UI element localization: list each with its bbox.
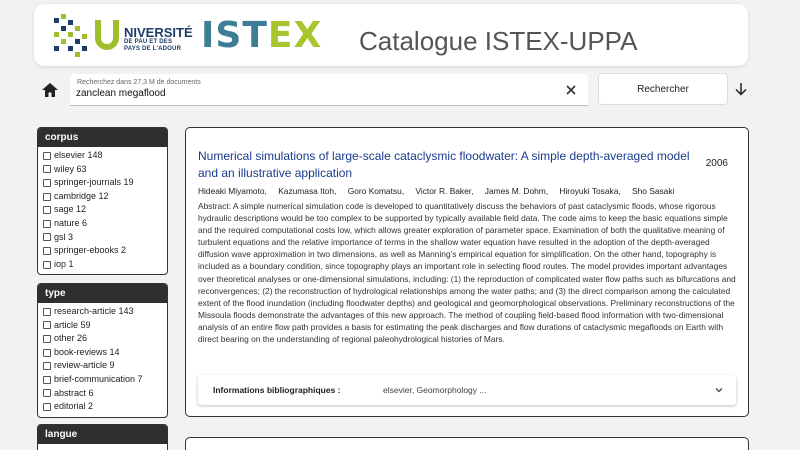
facet-item[interactable] [43,217,162,231]
facet-corpus [37,127,168,275]
facet-item-label: article 59 [54,319,91,330]
facet-item-label: nature 6 [54,217,88,228]
checkbox[interactable] [43,152,51,160]
facet-item-label: gsl 3 [54,231,74,242]
facet-item[interactable] [43,203,162,217]
facet-item-label: springer-ebooks 2 [54,245,127,256]
author-name: Sho Sasaki [632,186,675,196]
uppa-logo[interactable] [52,12,193,60]
facet-item-label: elsevier 148 [54,150,103,160]
facet-list [38,303,167,417]
logo-line-2: DE PAU ET DES [124,39,173,45]
facet-langue [37,424,168,450]
page-title: Catalogue ISTEX-UPPA [359,26,638,56]
biblio-label: Informations bibliographiques : [213,385,341,395]
result-abstract: Abstract: A simple numerical simulation code is developed to quantitatively discuss the behaviors of past cataclysmic floods, whose rigorous hydraulic descriptions would be too complex to be supported by typically available field data. The code aims to keep the basic equations simple and the required computational costs low, which allows greater exploration of parameter space. Examination of both the qualitative meaning of turbulent equations and the relative importance of terms in the shallow water equation have resulted in the adoption of the depth-averaged diffusion wave approximation in two dimensions, as well as Manning's empirical equation for simplification. On the other hand, topography is included as a boundary condition, since topography plays an important role in selecting flood routes. The model provides important advantages over theoretical analyses or one-dimensional simulations, including: (1) the reproduction of complicated water flow paths such as bifurcations and reconvergences; (2) the reconstruction of hydrological relationships among the water paths; and (3) the direct comparison among the calculated extent of the flood inundation (including floodwater depths) and geological and geomorphological observations. Preliminary reconstructions of the Missoula floods demonstrate the advantages of this new approach. The method of coupling field-based flood information with two-dimensional analysis of an entire flow path provides a basis for estimating the peak discharges and flow durations of cataclysmic megafloods on Earth with direct bearing on the understanding of regional paleohydrological histories of Mars. [198,201,736,345]
result-card [185,437,749,450]
chevron-down-icon[interactable] [714,385,724,395]
checkbox[interactable] [43,261,51,269]
facet-title: type [38,284,167,303]
author-name: Hiroyuki Tosaka, [559,186,621,196]
result-card [185,127,749,417]
author-name: Hideaki Miyamoto, [198,186,267,196]
istex-logo-part1: IST [201,15,268,56]
checkbox[interactable] [43,233,51,241]
checkbox[interactable] [43,220,51,228]
search-field[interactable] [70,74,588,106]
facet-item-label: review-article 9 [54,360,115,371]
checkbox[interactable] [43,389,51,397]
home-icon[interactable] [40,80,60,100]
logo-text [124,26,193,53]
logo-line-1: NIVERSITÉ [124,25,193,40]
facet-item[interactable] [43,176,162,190]
result-year: 2006 [705,158,728,169]
author-name: James M. Dohm, [484,186,549,196]
search-input[interactable] [76,88,546,99]
search-hint: Recherchez dans 27,3 M de documents [77,79,201,86]
logo-u-icon [92,18,122,52]
checkbox[interactable] [43,179,51,187]
checkbox[interactable] [43,335,51,343]
checkbox[interactable] [43,206,51,214]
search-button[interactable]: Rechercher [598,73,728,105]
facet-item[interactable] [43,373,162,387]
facet-item[interactable] [43,190,162,204]
logo-squares-icon [52,12,96,60]
checkbox[interactable] [43,193,51,201]
author-name: Kazumasa Itoh, [278,186,337,196]
checkbox[interactable] [43,349,51,357]
checkbox[interactable] [43,403,51,411]
facet-item-label: iop 1 [54,258,74,269]
facet-item[interactable] [43,231,162,245]
facet-type [37,283,168,418]
checkbox[interactable] [43,165,51,173]
author-name: Victor R. Baker, [415,186,474,196]
checkbox[interactable] [43,308,51,316]
header-card [34,4,748,66]
facet-item[interactable] [43,332,162,346]
facet-item[interactable] [43,387,162,401]
arrow-down-icon[interactable] [733,81,749,97]
facet-item-label: editorial 2 [54,401,94,412]
facet-item-label: book-reviews 14 [54,346,120,357]
result-title-link[interactable]: Numerical simulations of large-scale cataclysmic floodwater: A simple depth-averaged model and an illustrative application [198,149,690,180]
facet-item-label: wiley 63 [54,163,87,174]
facet-item[interactable] [43,258,162,272]
biblio-expander[interactable] [198,375,736,405]
checkbox[interactable] [43,247,51,255]
author-name: Goro Komatsu, [347,186,405,196]
close-icon[interactable] [564,83,578,97]
facet-item-label: abstract 6 [54,387,94,398]
facet-item[interactable] [43,163,162,177]
facet-title: langue [38,425,167,444]
facet-item-label: cambridge 12 [54,190,109,201]
facet-item-label: brief-communication 7 [54,373,143,384]
facet-item[interactable] [43,149,162,163]
istex-logo[interactable] [201,15,322,56]
facet-item-label: other 26 [54,333,88,344]
istex-logo-part2: EX [267,15,323,56]
checkbox[interactable] [43,376,51,384]
logo-line-3: PAYS DE L'ADOUR [124,46,182,52]
result-authors [198,186,738,196]
facet-item[interactable] [43,244,162,258]
facet-item[interactable] [43,400,162,414]
facet-item[interactable] [43,359,162,373]
facet-title: corpus [38,128,167,147]
facet-item-label: springer-journals 19 [54,177,134,188]
facet-item[interactable] [43,305,162,319]
checkbox[interactable] [43,321,51,329]
facet-item[interactable] [43,346,162,360]
checkbox[interactable] [43,362,51,370]
facet-item-label: sage 12 [54,204,87,215]
biblio-value: elsevier, Geomorphology ... [383,385,487,395]
facet-item-label: research-article 143 [54,306,134,316]
facet-item[interactable] [43,319,162,333]
facet-list [38,147,167,274]
